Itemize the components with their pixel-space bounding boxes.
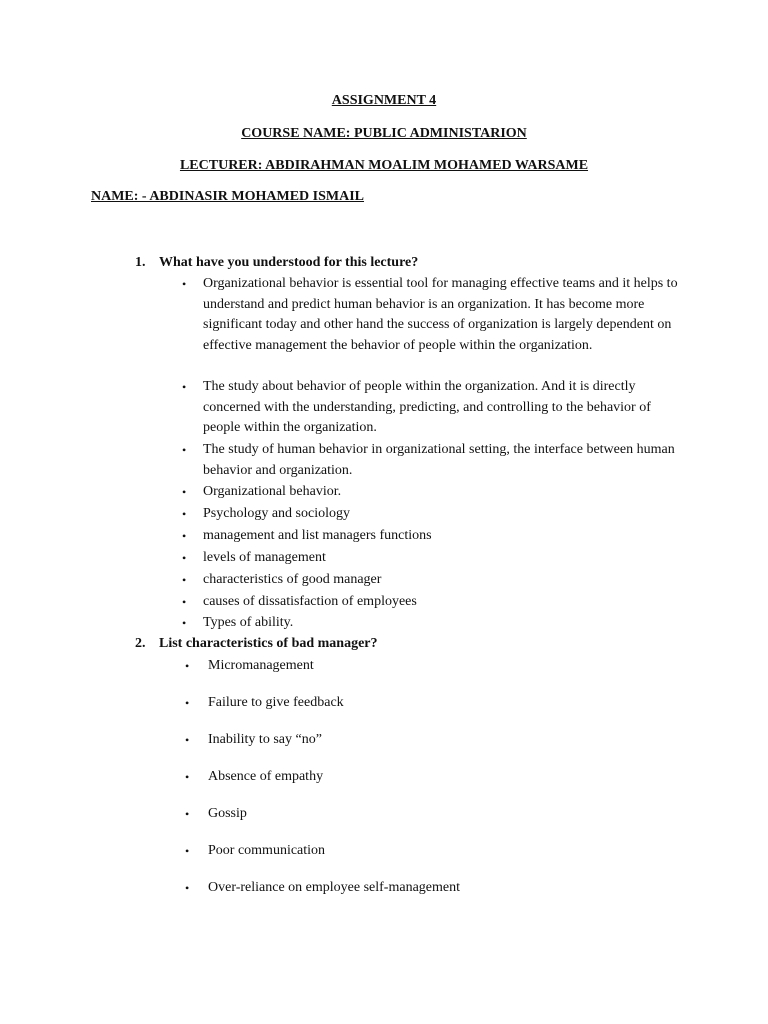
list-item-text: Failure to give feedback [208, 695, 344, 710]
bullet-icon: • [185, 659, 190, 673]
lecturer-name: LECTURER: ABDIRAHMAN MOALIM MOHAMED WARSAME [179, 158, 589, 173]
list-item [182, 526, 682, 547]
bullet-icon: • [182, 573, 187, 587]
list-item-text: Absence of empathy [208, 769, 324, 784]
question-1-title [135, 254, 418, 272]
list-item-text: Inability to say “no” [208, 732, 322, 747]
course-name: COURSE NAME: PUBLIC ADMINISTARION [241, 126, 527, 141]
list-item [182, 482, 682, 503]
list-item [182, 274, 682, 356]
list-item-text: levels of management [203, 550, 326, 565]
bullet-icon: • [185, 733, 190, 747]
list-item [185, 767, 665, 787]
bullet-icon: • [182, 380, 187, 394]
list-item [185, 730, 665, 750]
question-number: 2. [135, 636, 146, 651]
bullet-icon: • [185, 844, 190, 858]
list-item [182, 377, 682, 439]
list-item-text: Psychology and sociology [203, 506, 350, 521]
bullet-icon: • [182, 485, 187, 499]
list-item-text: Gossip [208, 806, 247, 821]
list-item-text: Micromanagement [208, 658, 314, 673]
list-item [185, 804, 665, 824]
list-item [182, 613, 682, 634]
list-item [182, 592, 682, 613]
bullet-icon: • [185, 881, 190, 895]
list-item-text: management and list managers functions [203, 528, 432, 543]
list-item-text: Organizational behavior is essential tool for managing effective teams and it helps to understand and predict human behavior is an organization. It has become more significant today and other hand the success of organization is largely dependent on effective management the behavior of people within the organization. [203, 276, 678, 353]
bullet-icon: • [182, 529, 187, 543]
list-item [182, 504, 682, 525]
question-number: 1. [135, 255, 146, 270]
bullet-icon: • [182, 551, 187, 565]
list-item [185, 878, 665, 898]
bullet-icon: • [182, 595, 187, 609]
bullet-icon: • [185, 770, 190, 784]
list-item-text: causes of dissatisfaction of employees [203, 594, 417, 609]
list-item [185, 693, 665, 713]
question-text: List characteristics of bad manager? [159, 636, 378, 651]
assignment-title: ASSIGNMENT 4 [331, 93, 437, 108]
list-item-text: Poor communication [208, 843, 326, 858]
list-item [182, 548, 682, 569]
bullet-icon: • [185, 807, 190, 821]
bullet-icon: • [182, 507, 187, 521]
question-text: What have you understood for this lecture? [159, 255, 419, 270]
list-item [182, 440, 682, 481]
list-item-text: Over-reliance on employee self-management [208, 880, 460, 895]
list-item [185, 656, 665, 676]
student-name: NAME: - ABDINASIR MOHAMED ISMAIL [91, 189, 365, 204]
bullet-icon: • [185, 696, 190, 710]
bullet-icon: • [182, 277, 187, 291]
list-item-text: characteristics of good manager [203, 572, 382, 587]
question-2-title [135, 635, 378, 653]
list-item-text: The study of human behavior in organizational setting, the interface between human behavior and organization. [203, 442, 675, 478]
bullet-icon: • [182, 443, 187, 457]
list-item [185, 841, 665, 861]
bullet-icon: • [182, 616, 187, 630]
list-item [182, 570, 682, 591]
list-item-text: Organizational behavior. [203, 484, 342, 499]
list-item-text: Types of ability. [203, 615, 294, 630]
list-item-text: The study about behavior of people within the organization. And it is directly concerned with the understanding, predicting, and controlling to the behavior of people within the organization. [203, 379, 651, 436]
